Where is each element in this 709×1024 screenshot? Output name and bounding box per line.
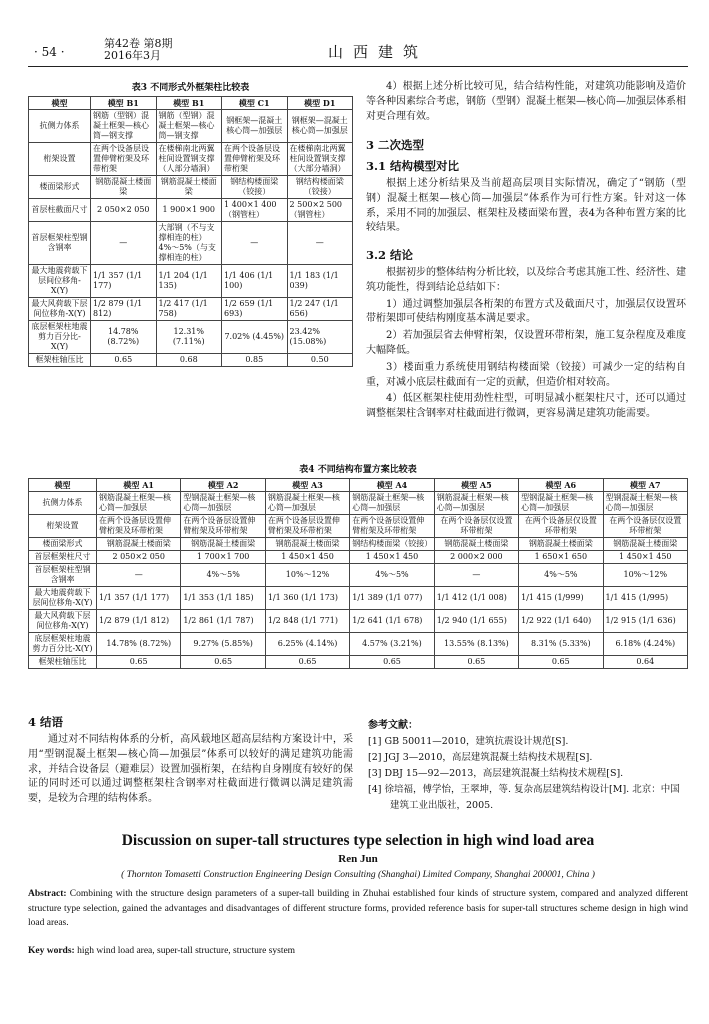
section-3-heading: 3 二次选型: [366, 138, 425, 152]
table-cell: 4%～5%: [519, 564, 603, 587]
section-3-2-body: [366, 266, 686, 424]
table-cell: 在两个设备层设置伸臂桁架及环带桁架: [91, 143, 157, 176]
references: [368, 718, 686, 814]
table-row: [29, 265, 353, 298]
table-cell: 1/2 940 (1/1 655): [434, 610, 518, 633]
section-3-2-heading: 3.2 结论: [366, 248, 414, 262]
row-label-cell: 最大风荷载下层间位移角-X(Y): [29, 298, 91, 321]
table-row: [29, 222, 353, 265]
table-cell: 型钢混凝土框架—核心筒—加强层: [603, 492, 687, 515]
table-cell: 1/2 879 (1/1 812): [91, 298, 157, 321]
table-cell: 0.65: [350, 656, 434, 669]
paragraph: 根据上述分析结果及当前超高层项目实际情况，确定了“钢筋（型钢）混凝土框架—核心筒—加强层”体系作为可行性方案。针对这一体系，采用不同的加强层、框架柱及楼面梁布置，表4为各种布置方案的比较结果。: [366, 178, 686, 234]
table-cell: 14.78% (8.72%): [97, 633, 181, 656]
row-label-cell: 楼面梁形式: [29, 538, 97, 551]
row-label-cell: 最大风荷载下层间位移角-X(Y): [29, 610, 97, 633]
table-cell: 钢筋（型钢）混凝土框架—核心筒—钢支撑: [91, 110, 157, 143]
row-label-cell: 框架柱轴压比: [29, 354, 91, 367]
table-cell: 1/2 247 (1/1 656): [287, 298, 353, 321]
table-cell: 钢筋混凝土楼面梁: [181, 538, 265, 551]
table-cell: 在两个设备层设置伸臂桁架及环带桁架: [350, 515, 434, 538]
table-cell: 0.64: [603, 656, 687, 669]
reference-item: [1] GB 50011—2010，建筑抗震设计规范[S].: [368, 736, 569, 747]
table-cell: 0.65: [97, 656, 181, 669]
paragraph: 4）根据上述分析比较可见，结合结构性能，对建筑功能影响及造价等各种因素综合考虑，钢筋（型钢）混凝土框架—核心筒—加强层体系相对更合理有效。: [366, 81, 686, 122]
english-abstract: [28, 887, 688, 931]
table-cell: 4%～5%: [181, 564, 265, 587]
table-cell: 钢筋混凝土楼面梁: [603, 538, 687, 551]
table-cell: 1/2 861 (1/1 787): [181, 610, 265, 633]
table-cell: 0.65: [265, 656, 349, 669]
row-label-cell: 桁架设置: [29, 515, 97, 538]
list-item: 2）若加强层省去伸臂桁架，仅设置环带桁架，施工复杂程度及难度大幅降低。: [366, 330, 686, 356]
table-row: [29, 633, 688, 656]
table-cell: 0.65: [434, 656, 518, 669]
table-cell: 钢结构楼面梁（铰接）: [287, 176, 353, 199]
issue-info: [104, 38, 173, 62]
table-cell: 在两个设备层设置伸臂桁架及环带桁架: [222, 143, 288, 176]
journal-name: 山西建筑: [328, 43, 429, 61]
table-row: [29, 492, 688, 515]
table-cell: 12.31% (7.11%): [156, 321, 222, 354]
table-header-cell: 模型: [29, 479, 97, 492]
abstract-label: Abstract:: [28, 889, 67, 899]
row-label-cell: 首层框架柱型钢含钢率: [29, 564, 97, 587]
table-header-cell: 模型 A3: [265, 479, 349, 492]
row-label-cell: 首层框架柱型钢含钢率: [29, 222, 91, 265]
table-header-cell: 模型 A2: [181, 479, 265, 492]
table-header-cell: 模型 A6: [519, 479, 603, 492]
table-cell: 钢筋混凝土框架—核心筒—加强层: [350, 492, 434, 515]
table-row: [29, 176, 353, 199]
references-title: 参考文献：: [368, 720, 418, 731]
table-cell: 钢筋混凝土框架—核心筒—加强层: [434, 492, 518, 515]
table-cell: 23.42% (15.08%): [287, 321, 353, 354]
page-header: [28, 36, 688, 67]
table-cell: 钢框架—混凝土核心筒—加强层: [222, 110, 288, 143]
list-item: 3）楼面重力系统使用钢结构楼面梁（铰接）可减少一定的结构自重，对减小底层柱截面有一定的贡献，但造价相对较高。: [366, 361, 686, 388]
paragraph: 通过对不同结构体系的分析，高风载地区超高层结构方案设计中，采用“型钢混凝土框架—核心筒—加强层”体系可以较好的满足建筑功能需求，并结合设备层（避难层）设置加强桁架，在结构自身刚度有较好的保证的同时还可以通过调整框架柱含钢率对柱截面进行微调以满足建筑需要，是较为合理的结构体系。: [28, 734, 353, 805]
table-cell: 1/2 848 (1/1 771): [265, 610, 349, 633]
row-label-cell: 最大地震荷载下层间位移角-X(Y): [29, 587, 97, 610]
table-cell: 钢筋混凝土框架—核心筒—加强层: [97, 492, 181, 515]
table-cell: 在两个设备层仅设置环带桁架: [519, 515, 603, 538]
english-affiliation: ( Thornton Tomasetti Construction Engineering Design Consulting (Shanghai) Limited Company, Shanghai 200001, China ): [121, 870, 595, 880]
table-cell: 1 450×1 450: [265, 551, 349, 564]
table-row: [29, 551, 688, 564]
table-row: [29, 587, 688, 610]
section-3-1-heading: 3.1 结构模型对比: [366, 159, 460, 173]
table-cell: 6.25% (4.14%): [265, 633, 349, 656]
table-cell: 钢筋（型钢）混凝土框架—核心筒—钢支撑: [156, 110, 222, 143]
table-cell: 1 400×1 400（钢管柱）: [222, 199, 288, 222]
table-cell: 1/2 659 (1/1 693): [222, 298, 288, 321]
table-cell: 钢筋混凝土楼面梁: [519, 538, 603, 551]
row-label-cell: 首层柱截面尺寸: [29, 199, 91, 222]
table-cell: 钢结构楼面梁（铰接）: [350, 538, 434, 551]
table-cell: —: [97, 564, 181, 587]
table-row: [29, 656, 688, 669]
table-cell: 钢框架—混凝土核心筒—加强层: [287, 110, 353, 143]
table-cell: 在两个设备层设置伸臂桁架及环带桁架: [181, 515, 265, 538]
table-cell: 2 000×2 000: [434, 551, 518, 564]
table-cell: 2 050×2 050: [91, 199, 157, 222]
list-item: 4）低区框架柱使用劲性柱型，可明显减小框架柱尺寸，还可以通过调整框架柱含钢率对柱截面进行微调，更容易满足建筑功能需要。: [366, 393, 686, 420]
table-row: [29, 298, 353, 321]
table-cell: 1/1 360 (1/1 173): [265, 587, 349, 610]
table-cell: 4.57% (3.21%): [350, 633, 434, 656]
table-cell: 1/1 389 (1/1 077): [350, 587, 434, 610]
table-cell: 8.31% (5.33%): [519, 633, 603, 656]
table-cell: 钢筋混凝土楼面梁: [434, 538, 518, 551]
issue-line-2: 2016年3月: [104, 49, 161, 62]
table-cell: 2 050×2 050: [97, 551, 181, 564]
table-cell: 10%～12%: [603, 564, 687, 587]
table-row: [29, 110, 353, 143]
table-row: [29, 538, 688, 551]
table-cell: 钢筋混凝土楼面梁: [91, 176, 157, 199]
table-cell: 1 650×1 650: [519, 551, 603, 564]
table-row: [29, 515, 688, 538]
table-cell: 钢筋混凝土楼面梁: [265, 538, 349, 551]
row-label-cell: 楼面梁形式: [29, 176, 91, 199]
table4: [28, 478, 688, 669]
table-header-cell: 模型 A4: [350, 479, 434, 492]
table-cell: 钢筋混凝土楼面梁: [97, 538, 181, 551]
table-cell: 1/1 415 (1/995): [603, 587, 687, 610]
table-cell: 1/1 415 (1/999): [519, 587, 603, 610]
table-cell: 在两个设备层设置伸臂桁架及环带桁架: [97, 515, 181, 538]
table-cell: 0.65: [519, 656, 603, 669]
keywords-label: Key words:: [28, 946, 75, 956]
table4-caption: 表4 不同结构布置方案比较表: [299, 465, 417, 475]
table-cell: 1/1 204 (1/1 135): [156, 265, 222, 298]
conclusion-item-4-text: [366, 80, 686, 126]
row-label-cell: 首层框架柱尺寸: [29, 551, 97, 564]
table-header-cell: 模型 B1: [156, 97, 222, 110]
table-cell: 1 700×1 700: [181, 551, 265, 564]
section-4-body: [28, 733, 353, 809]
table-header-row: [29, 479, 688, 492]
abstract-text: Combining with the structure design parameters of a super-tall building in Zhuhai established four kinds of structure system, compared and analyzed different structure type selection, gained the advantages and disadvantages of different structure forms, provided reference basis for super-tall structures scheme design in high wind load areas.: [28, 889, 688, 928]
table-row: [29, 143, 353, 176]
table-cell: 14.78% (8.72%): [91, 321, 157, 354]
table-cell: 在两个设备层设置伸臂桁架及环带桁架: [265, 515, 349, 538]
row-label-cell: 抗侧力体系: [29, 110, 91, 143]
table-cell: 1 900×1 900: [156, 199, 222, 222]
english-keywords: [28, 946, 688, 956]
table-cell: 1/1 353 (1/1 185): [181, 587, 265, 610]
table-header-cell: 模型 C1: [222, 97, 288, 110]
table-cell: 9.27% (5.85%): [181, 633, 265, 656]
table-header-cell: 模型 B1: [91, 97, 157, 110]
table-cell: 钢筋混凝土楼面梁: [156, 176, 222, 199]
table-cell: 型钢混凝土框架—核心筒—加强层: [519, 492, 603, 515]
table-cell: 1/2 641 (1/1 678): [350, 610, 434, 633]
table-row: [29, 354, 353, 367]
table-cell: 型钢混凝土框架—核心筒—加强层: [181, 492, 265, 515]
table-cell: 钢筋混凝土框架—核心筒—加强层: [265, 492, 349, 515]
table-cell: 13.55% (8.13%): [434, 633, 518, 656]
table-cell: 大部钢（不与支撑相连的柱）4%～5%（与支撑相连的柱）: [156, 222, 222, 265]
table-cell: 4%～5%: [350, 564, 434, 587]
table-cell: —: [287, 222, 353, 265]
table-cell: 1/1 357 (1/1 177): [97, 587, 181, 610]
section-4-heading: 4 结语: [28, 715, 64, 729]
section-3-1-body: [366, 177, 686, 238]
table-cell: 7.02% (4.45%): [222, 321, 288, 354]
table-header-cell: 模型: [29, 97, 91, 110]
table-cell: 10%～12%: [265, 564, 349, 587]
table-cell: 0.65: [181, 656, 265, 669]
table-cell: 6.18% (4.24%): [603, 633, 687, 656]
table-cell: 0.85: [222, 354, 288, 367]
table-cell: 在两个设备层仅设置环带桁架: [434, 515, 518, 538]
table-cell: 在楼梯南北两翼柱间设置钢支撑（人部分墙洞）: [156, 143, 222, 176]
list-item: 1）通过调整加强层各桁架的布置方式及截面尺寸，加强层仅设置环带桁架即可使结构刚度基本满足要求。: [366, 298, 686, 325]
reference-item: [4] 徐培福，傅学怡，王翠坤，等. 复杂高层建筑结构设计[M]. 北京：中国建筑工业出版社，2005.: [368, 784, 680, 811]
page-number: · 54 ·: [34, 45, 65, 59]
row-label-cell: 底层框架柱地震剪力百分比-X(Y): [29, 633, 97, 656]
table-cell: 2 500×2 500（钢管柱）: [287, 199, 353, 222]
table-header-cell: 模型 A5: [434, 479, 518, 492]
row-label-cell: 桁架设置: [29, 143, 91, 176]
keywords-text: high wind load area, super-tall structure, structure system: [77, 946, 296, 956]
table-cell: —: [222, 222, 288, 265]
table-cell: 1/2 922 (1/1 640): [519, 610, 603, 633]
paragraph: 根据初步的整体结构分析比较，以及综合考虑其施工性、经济性、建筑功能性，得到结论总结如下：: [366, 267, 686, 293]
table-cell: 1/2 879 (1/1 812): [97, 610, 181, 633]
table-row: [29, 564, 688, 587]
table-cell: 1 450×1 450: [603, 551, 687, 564]
table-cell: 0.50: [287, 354, 353, 367]
table-row: [29, 610, 688, 633]
reference-item: [2] JGJ 3—2010，高层建筑混凝土结构技术规程[S].: [368, 752, 593, 763]
table-header-cell: 模型 A1: [97, 479, 181, 492]
english-title: Discussion on super-tall structures type selection in high wind load area: [121, 832, 595, 849]
table-cell: 1/1 406 (1/1 100): [222, 265, 288, 298]
table-cell: —: [434, 564, 518, 587]
table-cell: —: [91, 222, 157, 265]
table-cell: 在两个设备层仅设置环带桁架: [603, 515, 687, 538]
issue-line-1: 第42卷 第8期: [104, 37, 173, 50]
table-cell: 钢结构楼面梁（铰接）: [222, 176, 288, 199]
table-cell: 1/2 915 (1/1 636): [603, 610, 687, 633]
table-cell: 1 450×1 450: [350, 551, 434, 564]
row-label-cell: 抗侧力体系: [29, 492, 97, 515]
table-cell: 0.65: [91, 354, 157, 367]
row-label-cell: 框架柱轴压比: [29, 656, 97, 669]
row-label-cell: 底层框架柱地震剪力百分比-X(Y): [29, 321, 91, 354]
reference-item: [3] DBJ 15—92—2013，高层建筑混凝土结构技术规程[S].: [368, 768, 624, 779]
english-author: Ren Jun: [338, 853, 378, 865]
table-cell: 0.68: [156, 354, 222, 367]
table3: [28, 96, 353, 367]
table-header-row: [29, 97, 353, 110]
table-cell: 1/1 357 (1/1 177): [91, 265, 157, 298]
table-cell: 1/1 412 (1/1 008): [434, 587, 518, 610]
table3-caption: 表3 不同形式外框架柱比较表: [131, 83, 250, 93]
table-row: [29, 321, 353, 354]
table-cell: 1/1 183 (1/1 039): [287, 265, 353, 298]
table-cell: 在楼梯南北两翼柱间设置钢支撑（大部分墙洞）: [287, 143, 353, 176]
table-header-cell: 模型 D1: [287, 97, 353, 110]
table-header-cell: 模型 A7: [603, 479, 687, 492]
table-row: [29, 199, 353, 222]
table-cell: 1/2 417 (1/1 758): [156, 298, 222, 321]
row-label-cell: 最大地震荷载下层间位移角-X(Y): [29, 265, 91, 298]
